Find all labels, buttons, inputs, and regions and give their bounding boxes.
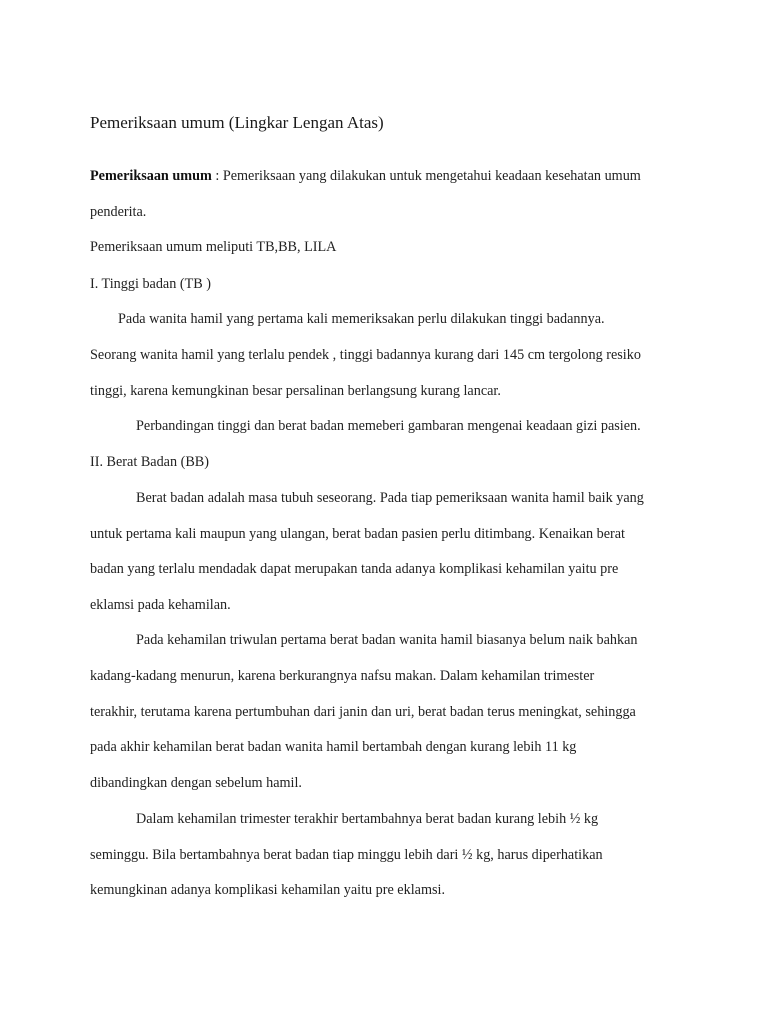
intro-definition-text: : Pemeriksaan yang dilakukan untuk mengetahui keadaan kesehatan umum <box>211 168 641 184</box>
section2-p3-line2: seminggu. Bila bertambahnya berat badan tiap minggu lebih dari ½ kg, harus diperhatikan <box>90 847 603 863</box>
section2-p2-line2: kadang-kadang menurun, karena berkurangnya nafsu makan. Dalam kehamilan trimester <box>90 668 595 684</box>
section2-p2-line5: dibandingkan dengan sebelum hamil. <box>90 775 302 791</box>
section2-heading: II. Berat Badan (BB) <box>90 454 209 470</box>
section2-p3-line1: Dalam kehamilan trimester terakhir bertambahnya berat badan kurang lebih ½ kg <box>136 811 599 827</box>
section2-p1-line1: Berat badan adalah masa tubuh seseorang. Pada tiap pemeriksaan wanita hamil baik yang <box>136 490 644 506</box>
section2-p2-line1: Pada kehamilan triwulan pertama berat badan wanita hamil biasanya belum naik bahkan <box>136 632 638 648</box>
section2-p3-line3: kemungkinan adanya komplikasi kehamilan yaitu pre eklamsi. <box>90 882 445 898</box>
section2-p2-line3: terakhir, terutama karena pertumbuhan dari janin dan uri, berat badan terus meningkat, sehingga <box>90 704 636 720</box>
section1-p2-line1: Perbandingan tinggi dan berat badan memeberi gambaran mengenai keadaan gizi pasien. <box>136 418 641 434</box>
intro-definition-line <box>90 166 641 186</box>
section1-p1-line1: Pada wanita hamil yang pertama kali memeriksakan perlu dilakukan tinggi badannya. <box>118 311 605 327</box>
intro-scope: Pemeriksaan umum meliputi TB,BB, LILA <box>90 239 337 255</box>
section1-p1-line3: tinggi, karena kemungkinan besar persalinan berlangsung kurang lancar. <box>90 383 501 399</box>
intro-term: Pemeriksaan umum <box>90 168 212 184</box>
document-title: Pemeriksaan umum (Lingkar Lengan Atas) <box>90 113 384 132</box>
section2-p1-line3: badan yang terlalu mendadak dapat merupakan tanda adanya komplikasi kehamilan yaitu pre <box>90 561 619 577</box>
section1-p1-line2: Seorang wanita hamil yang terlalu pendek , tinggi badannya kurang dari 145 cm tergolong resiko <box>90 347 641 363</box>
section2-p2-line4: pada akhir kehamilan berat badan wanita hamil bertambah dengan kurang lebih 11 kg <box>90 739 577 755</box>
section2-p1-line4: eklamsi pada kehamilan. <box>90 597 231 613</box>
section2-p1-line2: untuk pertama kali maupun yang ulangan, berat badan pasien perlu ditimbang. Kenaikan berat <box>90 526 626 542</box>
intro-definition-line2: penderita. <box>90 204 147 220</box>
section1-heading: I. Tinggi badan (TB ) <box>90 276 211 292</box>
